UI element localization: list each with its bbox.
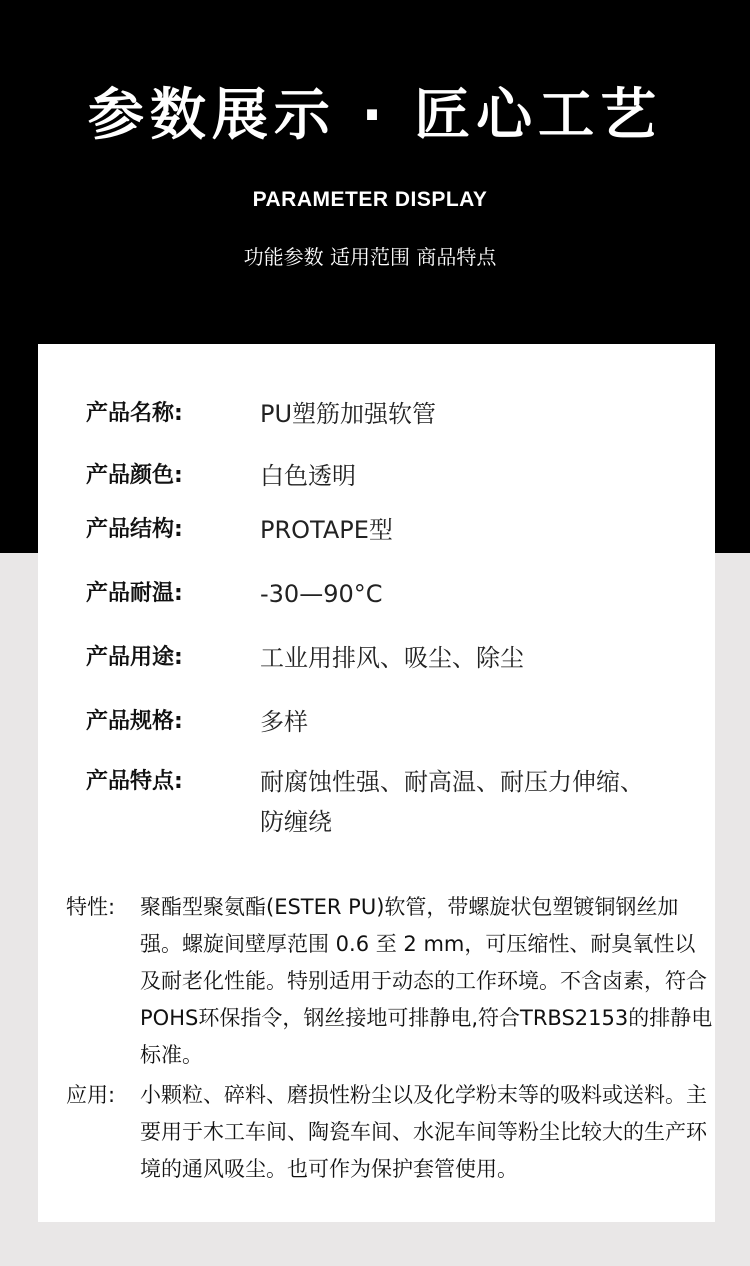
spec-value: PU塑筋加强软管 <box>260 400 437 428</box>
spec-value: PROTAPE型 <box>260 516 393 544</box>
features-paragraph <box>66 889 716 1074</box>
spec-value: 工业用排风、吸尘、除尘 <box>260 644 524 672</box>
features-label: 特性: <box>66 895 116 919</box>
parameter-card <box>38 344 715 1222</box>
spec-label: 产品名称: <box>86 401 183 426</box>
spec-label: 产品规格: <box>86 709 183 734</box>
spec-label: 产品特点: <box>86 769 183 794</box>
spec-label: 产品颜色: <box>86 463 183 488</box>
spec-value: 耐腐蚀性强、耐高温、耐压力伸缩、防缠绕 <box>260 768 644 836</box>
page-subtitle: PARAMETER DISPLAY <box>252 188 488 211</box>
spec-label: 产品用途: <box>86 645 183 670</box>
spec-label: 产品结构: <box>86 517 183 542</box>
spec-value: 白色透明 <box>260 462 356 490</box>
application-label: 应用: <box>66 1083 116 1107</box>
spec-label: 产品耐温: <box>86 581 183 606</box>
section-tags: 功能参数 适用范围 商品特点 <box>243 245 497 269</box>
features-text: 聚酯型聚氨酯(ESTER PU)软管，带螺旋状包塑镀铜钢丝加强。螺旋间壁厚范围 0.6 至 2 mm，可压缩性、耐臭氧性以及耐老化性能。特别适用于动态的工作环境。不含卤素，符合POHS环保指令，钢丝接地可排静电,符合TRBS2153的排静电标准。 <box>140 895 713 1067</box>
spec-value: -30—90°C <box>260 580 383 608</box>
page-title: 参数展示 · 匠心工艺 <box>87 83 663 148</box>
application-text: 小颗粒、碎料、磨损性粉尘以及化学粉末等的吸料或送料。主要用于木工车间、陶瓷车间、水泥车间等粉尘比较大的生产环境的通风吸尘。也可作为保护套管使用。 <box>140 1083 707 1181</box>
spec-value: 多样 <box>260 708 308 736</box>
application-paragraph <box>66 1077 716 1188</box>
